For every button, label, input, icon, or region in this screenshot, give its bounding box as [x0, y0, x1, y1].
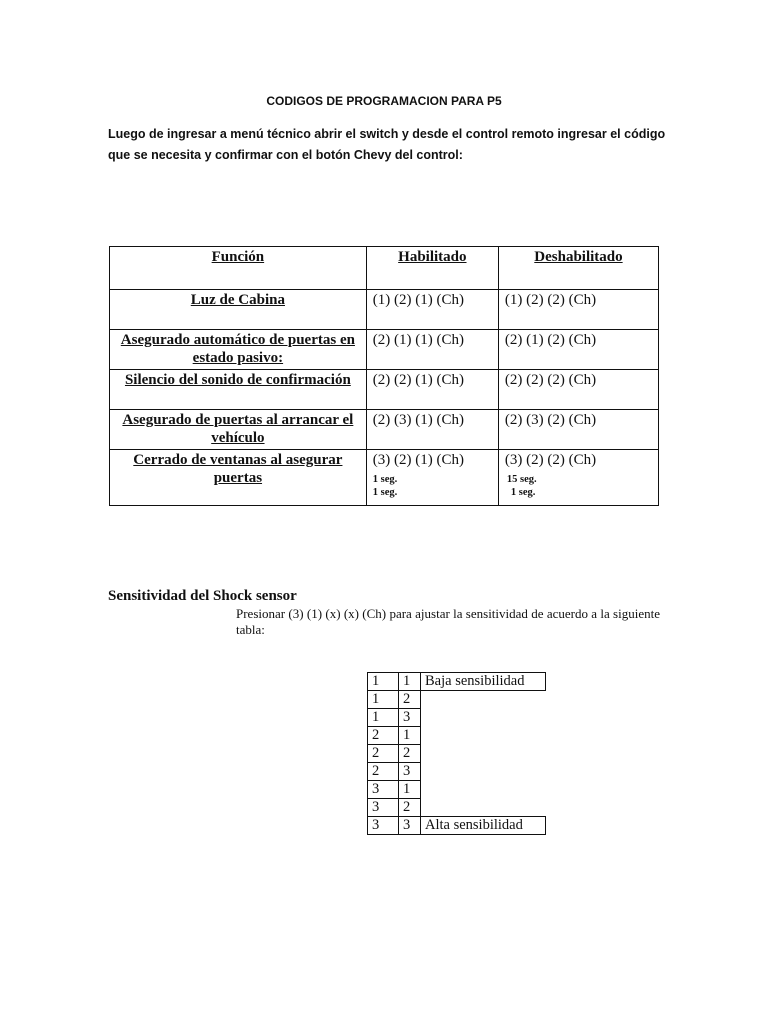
shock-sensor-text: Presionar (3) (1) (x) (x) (Ch) para ajustar la sensitividad de acuerdo a la siguiente tabla: [236, 606, 660, 637]
table-row [110, 450, 659, 506]
header-enabled: Habilitado [366, 247, 498, 290]
table-row [368, 781, 546, 799]
table-row [110, 330, 659, 370]
intro-paragraph: Luego de ingresar a menú técnico abrir el switch y desde el control remoto ingresar el código que se necesita y confirmar con el botón Chevy del control: [108, 127, 666, 162]
shock-sensor-heading: Sensitividad del Shock sensor [108, 588, 297, 604]
sensitivity-second-digit: 3 [399, 763, 421, 781]
table-header-row [110, 247, 659, 290]
sensitivity-second-digit: 2 [399, 799, 421, 817]
sensitivity-label [421, 727, 546, 745]
sensitivity-first-digit: 1 [368, 709, 399, 727]
disabled-notes [505, 473, 658, 499]
header-function: Función [110, 247, 367, 290]
table-row [368, 691, 546, 709]
row-disabled-code: (1) (2) (2) (Ch) [498, 290, 658, 330]
table-row [368, 817, 546, 835]
sensitivity-first-digit: 3 [368, 781, 399, 799]
sensitivity-second-digit: 3 [399, 709, 421, 727]
disabled-note: 1 seg. [510, 487, 536, 498]
sensitivity-label [421, 799, 546, 817]
row-disabled-code: (2) (2) (2) (Ch) [498, 370, 658, 410]
sensitivity-first-digit: 2 [368, 763, 399, 781]
row-function: Luz de Cabina [110, 290, 367, 330]
sensitivity-second-digit: 2 [399, 745, 421, 763]
row-function: Silencio del sonido de confirmación [110, 370, 367, 410]
codes-table [109, 246, 659, 506]
sensitivity-label [421, 691, 546, 709]
table-row [110, 410, 659, 450]
sensitivity-label: Alta sensibilidad [421, 817, 546, 835]
sensitivity-second-digit: 1 [399, 727, 421, 745]
row-function: Asegurado de puertas al arrancar el vehículo [110, 410, 367, 450]
table-row [368, 673, 546, 691]
enabled-notes [373, 473, 498, 499]
table-row [368, 763, 546, 781]
table-row [110, 370, 659, 410]
sensitivity-first-digit: 1 [368, 673, 399, 691]
table-row [368, 709, 546, 727]
sensitivity-first-digit: 3 [368, 799, 399, 817]
sensitivity-second-digit: 1 [399, 781, 421, 799]
row-enabled-code: (2) (3) (1) (Ch) [366, 410, 498, 450]
table-row [368, 727, 546, 745]
row-function: Cerrado de ventanas al asegurar puertas [110, 450, 367, 506]
row-disabled-code: (2) (1) (2) (Ch) [498, 330, 658, 370]
enabled-note: 1 seg. [372, 474, 398, 485]
sensitivity-table [367, 672, 546, 835]
sensitivity-label [421, 781, 546, 799]
row-enabled-code: (2) (2) (1) (Ch) [366, 370, 498, 410]
sensitivity-second-digit: 2 [399, 691, 421, 709]
sensitivity-first-digit: 2 [368, 727, 399, 745]
table-row [110, 290, 659, 330]
enabled-note: 1 seg. [372, 487, 398, 498]
sensitivity-second-digit: 1 [399, 673, 421, 691]
table-row [368, 745, 546, 763]
row-enabled-code: (3) (2) (1) (Ch) [372, 452, 464, 468]
sensitivity-label [421, 709, 546, 727]
disabled-note: 15 seg. [506, 474, 537, 485]
sensitivity-label [421, 745, 546, 763]
row-disabled-code: (3) (2) (2) (Ch) [504, 452, 597, 468]
sensitivity-label: Baja sensibilidad [421, 673, 546, 691]
row-enabled-cell [366, 450, 498, 506]
table-row [368, 799, 546, 817]
row-disabled-code: (2) (3) (2) (Ch) [498, 410, 658, 450]
row-function: Asegurado automático de puertas en estado pasivo: [110, 330, 367, 370]
row-enabled-code: (2) (1) (1) (Ch) [366, 330, 498, 370]
sensitivity-first-digit: 1 [368, 691, 399, 709]
row-enabled-code: (1) (2) (1) (Ch) [366, 290, 498, 330]
sensitivity-second-digit: 3 [399, 817, 421, 835]
sensitivity-first-digit: 2 [368, 745, 399, 763]
sensitivity-first-digit: 3 [368, 817, 399, 835]
header-disabled: Deshabilitado [498, 247, 658, 290]
sensitivity-label [421, 763, 546, 781]
document-title: CODIGOS DE PROGRAMACION PARA P5 [266, 94, 502, 108]
row-disabled-cell [498, 450, 658, 506]
